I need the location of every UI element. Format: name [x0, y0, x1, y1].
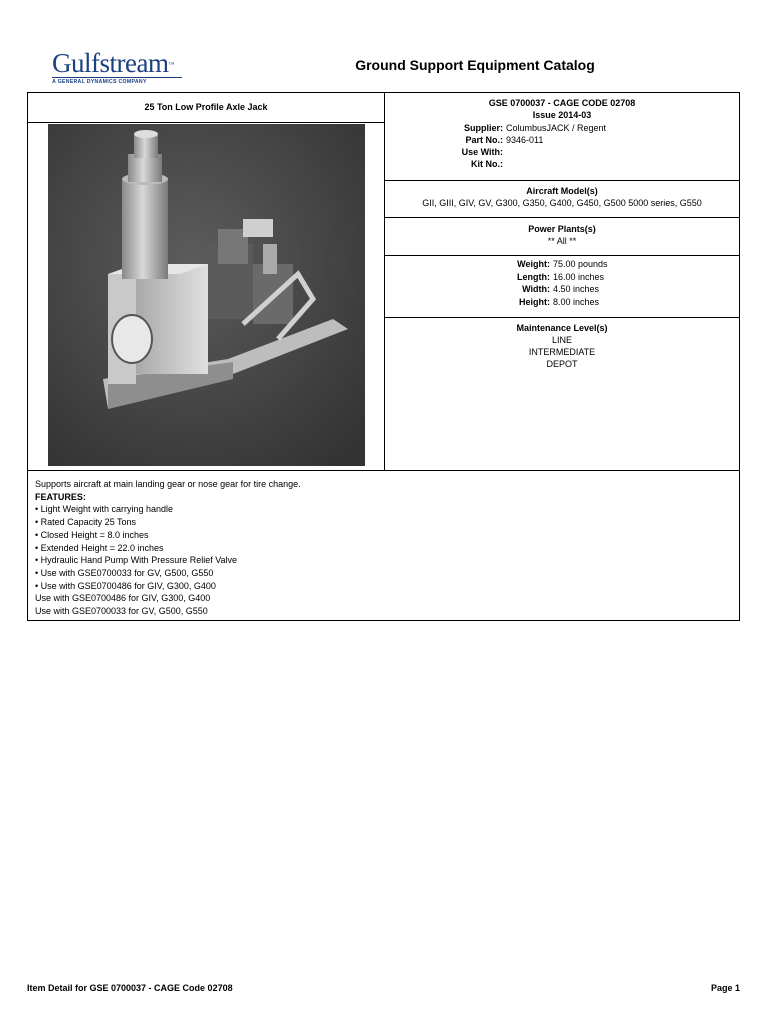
feature-item: • Light Weight with carrying handle	[35, 504, 174, 515]
dimension-label: Height:	[519, 296, 550, 307]
logo-wordmark	[52, 50, 192, 76]
part-label: Part No.:	[465, 135, 503, 145]
features-heading: FEATURES:	[35, 491, 86, 502]
maintenance-level: INTERMEDIATE	[528, 347, 596, 357]
page-number: Page 1	[710, 983, 740, 993]
description-divider	[28, 470, 739, 471]
power-divider	[385, 217, 739, 218]
axle-jack-image	[48, 124, 365, 466]
part-value: 9346-011	[506, 135, 544, 145]
feature-item: • Closed Height = 8.0 inches	[35, 529, 149, 540]
use-with-row	[385, 146, 739, 158]
aircraft-models: GII, GIII, GIV, GV, G300, G350, G400, G450, G500 5000 series, G550	[422, 198, 702, 208]
maintenance-heading: Maintenance Level(s)	[516, 323, 608, 333]
supplier-info	[385, 122, 739, 170]
product-name: 25 Ton Low Profile Axle Jack	[144, 102, 268, 112]
feature-item: • Rated Capacity 25 Tons	[35, 517, 137, 528]
supplier-value: ColumbusJACK / Regent	[506, 123, 607, 133]
dimension-value: 4.50 inches	[553, 284, 600, 294]
dimension-row	[385, 271, 739, 284]
dimension-row	[385, 296, 739, 309]
title-row-divider	[28, 122, 384, 123]
dimension-label: Weight:	[517, 259, 550, 269]
item-detail-table	[27, 92, 740, 621]
dimensions-divider	[385, 255, 739, 256]
maintenance-level: DEPOT	[546, 359, 578, 369]
dimension-label: Length:	[517, 271, 550, 282]
maintenance-level: LINE	[551, 335, 572, 345]
kit-row	[385, 158, 739, 170]
description-intro: Supports aircraft at main landing gear or nose gear for tire change.	[35, 479, 301, 489]
usage-note: Use with GSE0700486 for GIV, G300, G400	[35, 593, 211, 604]
dimension-row	[385, 283, 739, 296]
feature-item: • Use with GSE0700033 for GV, G500, G550	[35, 567, 214, 578]
aircraft-divider	[385, 180, 739, 181]
dimensions-list	[385, 258, 739, 308]
dimension-value: 8.00 inches	[553, 296, 600, 307]
aircraft-heading: Aircraft Model(s)	[526, 186, 598, 196]
use-with-value	[506, 146, 739, 158]
supplier-row	[385, 122, 739, 134]
dimension-value: 75.00 pounds	[553, 259, 608, 269]
power-value: ** All **	[547, 236, 577, 246]
dimension-row	[385, 258, 739, 271]
feature-item: • Extended Height = 22.0 inches	[35, 542, 164, 553]
supplier-label: Supplier:	[463, 123, 503, 133]
feature-item: • Hydraulic Hand Pump With Pressure Relief Valve	[35, 555, 238, 566]
power-heading: Power Plants(s)	[528, 224, 596, 234]
dimension-value: 16.00 inches	[553, 271, 605, 282]
item-description	[35, 478, 375, 618]
feature-item: • Use with GSE0700486 for GIV, G300, G400	[35, 580, 216, 591]
gse-code-line: GSE 0700037 - CAGE CODE 02708	[488, 98, 636, 108]
product-photo	[48, 124, 365, 466]
logo-subtitle: A GENERAL DYNAMICS COMPANY	[52, 77, 182, 85]
gulfstream-logo	[52, 48, 192, 85]
usage-note: Use with GSE0700033 for GV, G500, G550	[35, 606, 208, 617]
kit-value	[506, 158, 739, 170]
maintenance-divider	[385, 317, 739, 318]
issue-line: Issue 2014-03	[532, 110, 592, 120]
part-row	[385, 134, 739, 146]
logo-word-text: Gulfstream	[52, 48, 169, 78]
footer-item-detail: Item Detail for GSE 0700037 - CAGE Code 02708	[27, 983, 233, 993]
dimension-label: Width:	[522, 284, 550, 294]
catalog-title: Ground Support Equipment Catalog	[355, 57, 595, 73]
logo-tm: ™	[168, 62, 174, 68]
use-with-label: Use With:	[461, 147, 503, 157]
kit-label: Kit No.:	[471, 159, 503, 169]
